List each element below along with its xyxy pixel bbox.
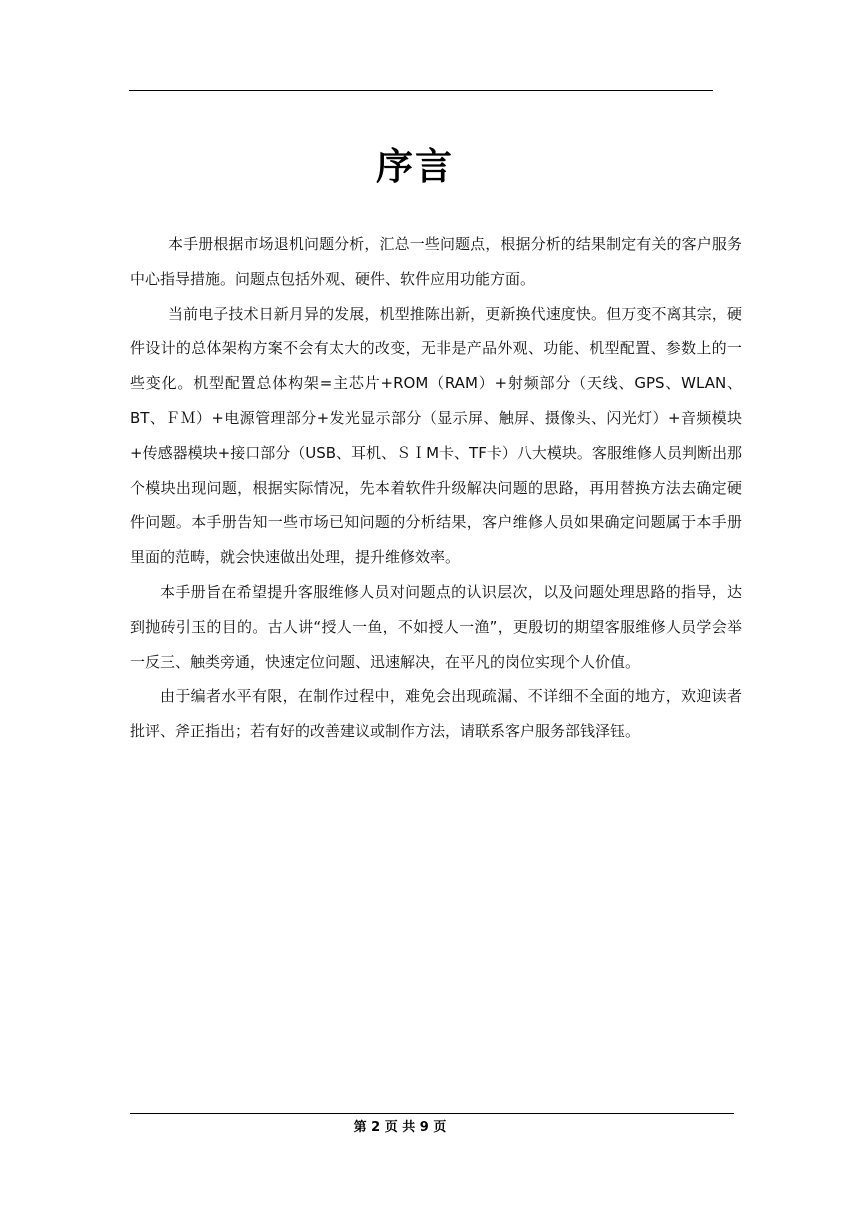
page-number: 第 2 页 共 9 页: [353, 1120, 447, 1135]
paragraph-purpose: 本手册旨在希望提升客服维修人员对问题点的认识层次，以及问题处理思路的指导，达到抛砖引玉的目的。古人讲“授人一鱼，不如授人一渔”，更殷切的期望客服维修人员学会举一反三、触类旁通，快速定位问题、迅速解决，在平凡的岗位实现个人价值。: [130, 582, 742, 671]
page-title: 序言: [376, 144, 454, 188]
document-body: [130, 227, 742, 749]
paragraph-intro: 本手册根据市场退机问题分析，汇总一些问题点，根据分析的结果制定有关的客户服务中心指导措施。问题点包括外观、硬件、软件应用功能方面。: [130, 235, 742, 288]
footer-rule: [130, 1113, 734, 1114]
paragraph-architecture: 当前电子技术日新月异的发展，机型推陈出新，更新换代速度快。但万变不离其宗，硬件设计的总体架构方案不会有太大的改变，无非是产品外观、功能、机型配置、参数上的一些变化。机型配置总体构架=主芯片+ROM（RAM）+射频部分（天线、GPS、WLAN、BT、ＦＭ）+电源管理部分+发光显示部分（显示屏、触屏、摄像头、闪光灯）+音频模块+传感器模块+接口部分（USB、耳机、ＳＩM卡、TF卡）八大模块。客服维修人员判断出那个模块出现问题，根据实际情况，先本着软件升级解决问题的思路，再用替换方法去确定硬件问题。本手册告知一些市场已知问题的分析结果，客户维修人员如果确定问题属于本手册里面的范畴，就会快速做出处理，提升维修效率。: [130, 304, 742, 567]
header-rule: [129, 90, 713, 91]
paragraph-disclaimer: 由于编者水平有限，在制作过程中，难免会出现疏漏、不详细不全面的地方，欢迎读者批评、斧正指出；若有好的改善建议或制作方法，请联系客户服务部钱泽钰。: [130, 687, 742, 741]
